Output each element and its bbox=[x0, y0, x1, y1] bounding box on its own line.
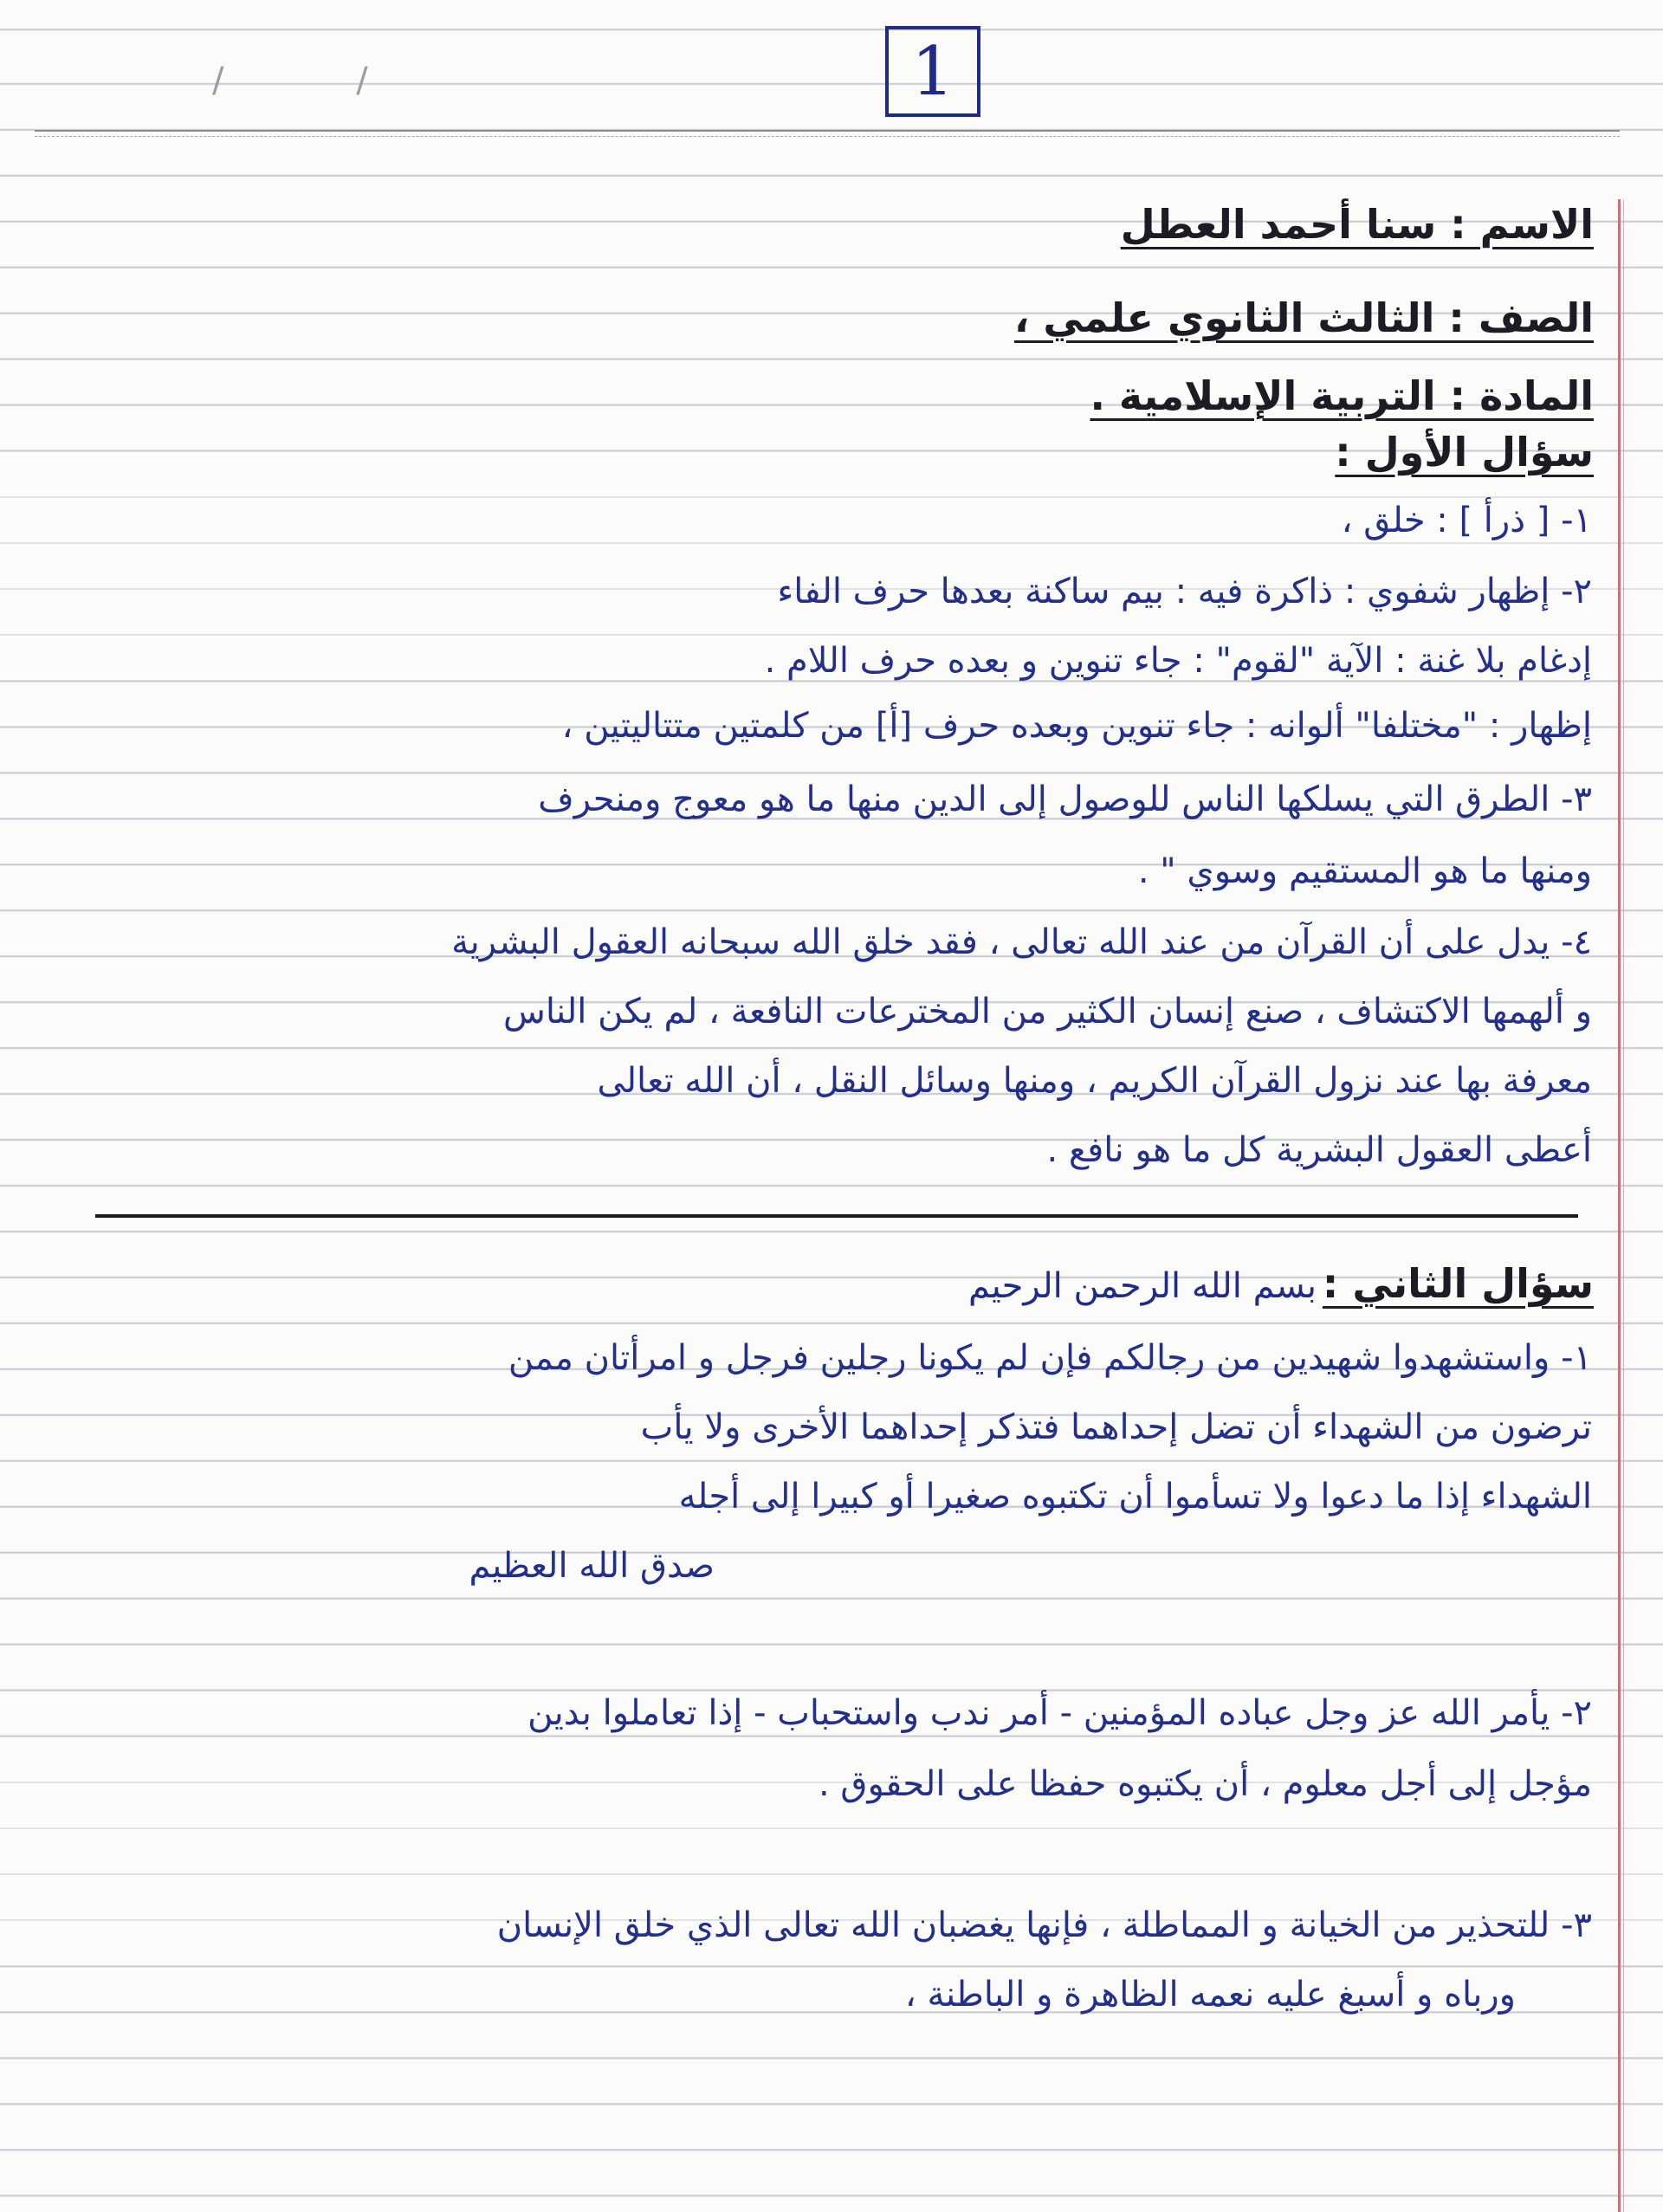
q1-line: ١- [ ذرأ ] : خلق ، bbox=[1341, 501, 1592, 540]
margin-line-secondary bbox=[1623, 199, 1624, 2212]
header-rule bbox=[35, 130, 1620, 137]
q1-line: إظهار : "مختلفا" ألوانه : جاء تنوين وبعده حرف [أ] من كلمتين متتاليتين ، bbox=[561, 706, 1592, 746]
q1-line: و ألهمها الاكتشاف ، صنع إنسان الكثير من المخترعات النافعة ، لم يكن الناس bbox=[503, 992, 1592, 1032]
student-name: الاسم : سنا أحمد العطل bbox=[1120, 201, 1594, 248]
q2-line: ٢- يأمر الله عز وجل عباده المؤمنين - أمر ندب واستحباب - إذا تعاملوا بدين bbox=[527, 1693, 1592, 1733]
q1-line: معرفة بها عند نزول القرآن الكريم ، ومنها وسائل النقل ، أن الله تعالى bbox=[597, 1061, 1592, 1101]
q1-line: ومنها ما هو المستقيم وسوي " . bbox=[1137, 851, 1592, 891]
q2-line: ٣- للتحذير من الخيانة و المماطلة ، فإنها يغضبان الله تعالى الذي خلق الإنسان bbox=[496, 1905, 1592, 1945]
page-number: 1 bbox=[911, 32, 954, 111]
q2-line: ورباه و أسبغ عليه نعمه الظاهرة و الباطنة ، bbox=[904, 1975, 1516, 2015]
page-number-box bbox=[885, 26, 980, 117]
subject: المادة : التربية الإسلامية . bbox=[1090, 372, 1594, 419]
section-divider bbox=[95, 1214, 1578, 1218]
basmala: بسم الله الرحمن الرحيم bbox=[967, 1266, 1317, 1306]
header-marks: / / bbox=[212, 61, 429, 100]
q2-line: مؤجل إلى أجل معلوم ، أن يكتبوه حفظا على الحقوق . bbox=[819, 1764, 1592, 1804]
q1-line: أعطى العقول البشرية كل ما هو نافع . bbox=[1046, 1130, 1592, 1170]
q2-line: ١- واستشهدوا شهيدين من رجالكم فإن لم يكونا رجلين فرجل و امرأتان ممن bbox=[508, 1338, 1592, 1378]
q1-line: إدغام بلا غنة : الآية "لقوم" : جاء تنوين و بعده حرف اللام . bbox=[764, 641, 1592, 681]
margin-line bbox=[1618, 199, 1621, 2212]
q1-line: ٣- الطرق التي يسلكها الناس للوصول إلى الدين منها ما هو معوج ومنحرف bbox=[538, 779, 1592, 819]
q1-line: ٢- إظهار شفوي : ذاكرة فيه : بيم ساكنة بعدها حرف الفاء bbox=[777, 572, 1592, 611]
q1-title: سؤال الأول : bbox=[1335, 429, 1594, 475]
q2-line: صدق الله العظيم bbox=[469, 1546, 715, 1586]
q1-line: ٤- يدل على أن القرآن من عند الله تعالى ، فقد خلق الله سبحانه العقول البشرية bbox=[451, 922, 1592, 962]
q2-line: ترضون من الشهداء أن تضل إحداهما فتذكر إحداهما الأخرى ولا يأب bbox=[640, 1407, 1592, 1447]
q2-title: سؤال الثاني : bbox=[1322, 1260, 1594, 1307]
q2-line: الشهداء إذا ما دعوا ولا تسأموا أن تكتبوه صغيرا أو كبيرا إلى أجله bbox=[678, 1477, 1592, 1517]
student-class: الصف : الثالث الثانوي علمي ، bbox=[1013, 294, 1594, 341]
